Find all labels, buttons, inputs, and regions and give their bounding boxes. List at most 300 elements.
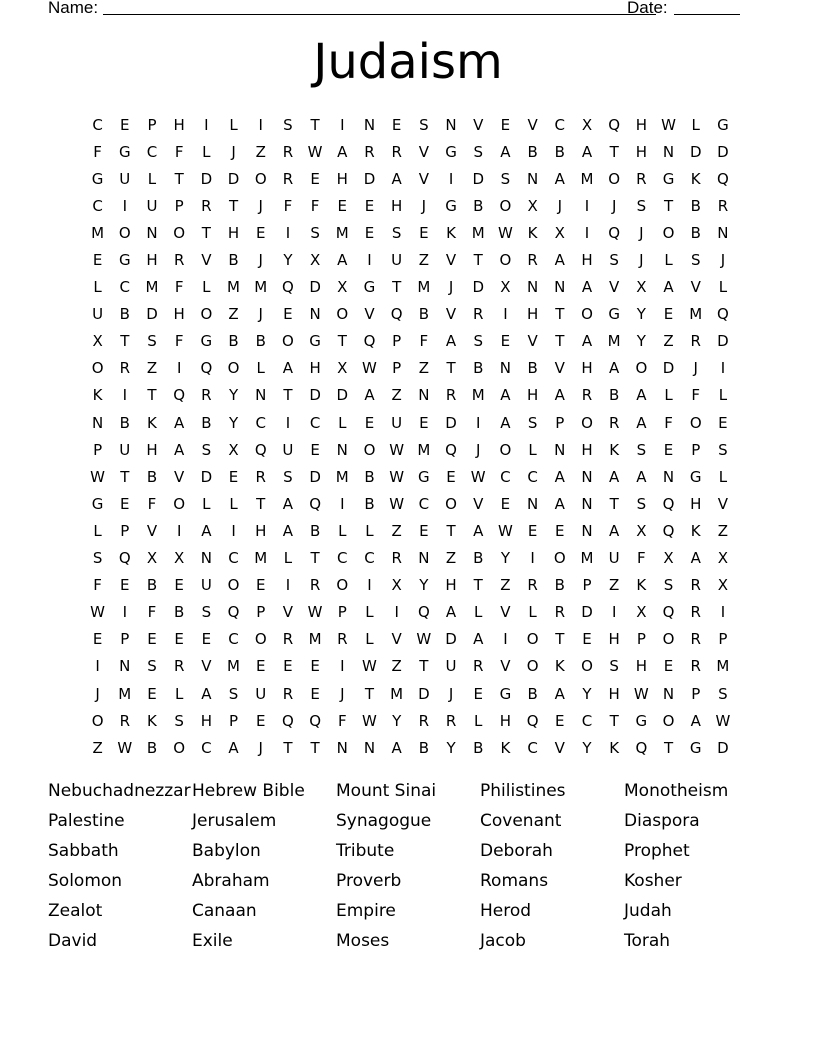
- word-list-item: Canaan: [192, 901, 257, 921]
- grid-letter: E: [228, 467, 239, 486]
- grid-letter: A: [636, 467, 647, 486]
- word-list-item: Palestine: [48, 811, 125, 831]
- grid-letter: Q: [309, 711, 321, 730]
- grid-letter: D: [418, 684, 430, 703]
- grid-letter: C: [201, 738, 212, 757]
- grid-letter: F: [93, 576, 102, 595]
- grid-letter: T: [555, 332, 565, 351]
- grid-letter: E: [473, 684, 483, 703]
- grid-letter: S: [636, 494, 647, 513]
- grid-letter: P: [120, 630, 130, 649]
- grid-letter: N: [418, 549, 430, 568]
- grid-letter: H: [173, 115, 185, 134]
- grid-letter: A: [581, 332, 593, 351]
- grid-letter: E: [310, 169, 320, 188]
- grid-letter: I: [584, 196, 590, 215]
- grid-letter: O: [118, 223, 131, 242]
- grid-letter: G: [309, 332, 321, 351]
- grid-letter: Y: [500, 549, 510, 568]
- grid-letter: D: [200, 169, 213, 188]
- grid-letter: C: [527, 738, 538, 757]
- grid-letter: I: [394, 603, 399, 622]
- grid-letter: T: [663, 738, 674, 757]
- grid-letter: H: [635, 115, 647, 134]
- grid-letter: R: [690, 603, 701, 622]
- grid-letter: E: [555, 711, 565, 730]
- grid-letter: G: [363, 278, 376, 297]
- grid-letter: I: [448, 169, 454, 188]
- grid-letter: L: [474, 711, 483, 730]
- grid-letter: W: [90, 467, 106, 486]
- grid-letter: O: [499, 196, 512, 215]
- word-list-item: Hebrew Bible: [192, 781, 305, 801]
- grid-letter: C: [500, 467, 511, 486]
- grid-letter: Y: [636, 305, 646, 324]
- grid-letter: S: [228, 684, 239, 703]
- grid-letter: Z: [418, 359, 429, 378]
- grid-letter: Z: [146, 359, 158, 378]
- grid-letter: B: [146, 467, 158, 486]
- grid-letter: B: [554, 576, 565, 595]
- grid-letter: E: [201, 630, 212, 649]
- grid-letter: V: [445, 251, 457, 270]
- grid-letter: W: [389, 494, 405, 513]
- grid-letter: J: [720, 251, 726, 270]
- grid-letter: Z: [717, 521, 729, 540]
- grid-letter: B: [364, 494, 375, 513]
- grid-letter: O: [336, 305, 349, 324]
- grid-letter: M: [390, 684, 404, 703]
- grid-letter: J: [95, 684, 100, 703]
- grid-letter: E: [419, 521, 429, 540]
- grid-letter: A: [201, 521, 212, 540]
- grid-letter: G: [717, 115, 729, 134]
- grid-letter: T: [337, 332, 347, 351]
- grid-letter: H: [608, 684, 620, 703]
- grid-letter: B: [690, 223, 701, 242]
- grid-letter: E: [582, 630, 592, 649]
- grid-letter: N: [581, 467, 593, 486]
- grid-letter: S: [201, 440, 212, 459]
- grid-letter: W: [362, 711, 377, 730]
- grid-letter: Q: [363, 332, 376, 351]
- word-list-item: Jerusalem: [192, 811, 277, 831]
- grid-letter: V: [473, 494, 484, 513]
- grid-letter: A: [174, 440, 185, 459]
- grid-letter: G: [445, 196, 457, 215]
- word-list-item: Covenant: [480, 811, 562, 831]
- grid-letter: V: [690, 278, 701, 297]
- grid-letter: Q: [608, 223, 621, 242]
- grid-letter: A: [609, 467, 620, 486]
- date-line: [674, 14, 740, 15]
- grid-letter: T: [120, 332, 130, 351]
- grid-letter: H: [255, 521, 267, 540]
- word-list-item: Nebuchadnezzar: [48, 781, 191, 801]
- grid-letter: B: [473, 359, 484, 378]
- grid-letter: Q: [717, 169, 729, 188]
- grid-letter: W: [307, 603, 323, 622]
- grid-letter: N: [418, 386, 430, 405]
- grid-letter: E: [255, 657, 266, 676]
- grid-letter: O: [227, 359, 240, 378]
- grid-letter: G: [445, 142, 457, 161]
- grid-letter: T: [473, 576, 483, 595]
- grid-letter: P: [691, 440, 701, 459]
- grid-letter: A: [282, 521, 294, 540]
- grid-letter: A: [609, 521, 620, 540]
- grid-letter: O: [445, 494, 457, 513]
- grid-letter: L: [229, 115, 238, 134]
- grid-letter: Z: [92, 738, 103, 757]
- grid-letter: R: [282, 142, 294, 161]
- grid-letter: I: [530, 549, 535, 568]
- grid-letter: X: [500, 278, 511, 297]
- grid-letter: S: [609, 657, 619, 676]
- word-list-item: Tribute: [336, 841, 395, 861]
- grid-letter: J: [639, 223, 644, 242]
- grid-letter: B: [146, 576, 158, 595]
- grid-letter: D: [309, 467, 321, 486]
- grid-letter: A: [282, 494, 294, 513]
- grid-letter: O: [336, 576, 349, 595]
- grid-letter: B: [418, 305, 429, 324]
- grid-letter: Q: [173, 386, 186, 405]
- grid-letter: Q: [445, 440, 457, 459]
- grid-letter: A: [201, 684, 212, 703]
- grid-letter: W: [389, 467, 405, 486]
- grid-letter: O: [363, 440, 376, 459]
- grid-letter: U: [200, 576, 212, 595]
- grid-letter: J: [258, 196, 263, 215]
- grid-letter: Q: [662, 603, 675, 622]
- word-list: [48, 776, 768, 956]
- grid-letter: V: [418, 169, 429, 188]
- grid-letter: A: [554, 386, 565, 405]
- grid-letter: G: [91, 494, 104, 513]
- grid-letter: P: [392, 332, 402, 351]
- grid-letter: M: [716, 657, 730, 676]
- grid-letter: B: [527, 684, 538, 703]
- grid-letter: P: [636, 630, 646, 649]
- grid-letter: R: [337, 630, 348, 649]
- grid-letter: E: [663, 305, 674, 324]
- grid-letter: X: [391, 576, 402, 595]
- grid-letter: A: [581, 278, 593, 297]
- grid-letter: X: [663, 549, 674, 568]
- grid-letter: S: [663, 576, 674, 595]
- grid-letter: A: [636, 413, 647, 432]
- grid-letter: H: [200, 711, 212, 730]
- grid-letter: O: [91, 359, 104, 378]
- grid-letter: F: [147, 494, 157, 513]
- grid-letter: S: [636, 440, 647, 459]
- grid-letter: R: [717, 196, 729, 215]
- grid-letter: U: [282, 440, 294, 459]
- grid-letter: Z: [391, 657, 402, 676]
- grid-letter: S: [690, 251, 701, 270]
- grid-letter: Q: [200, 359, 213, 378]
- grid-letter: Q: [282, 278, 294, 297]
- grid-letter: U: [445, 657, 457, 676]
- grid-letter: S: [147, 657, 157, 676]
- grid-letter: T: [555, 305, 565, 324]
- grid-letter: K: [690, 521, 701, 540]
- grid-letter: B: [174, 603, 185, 622]
- grid-letter: S: [527, 413, 538, 432]
- grid-letter: V: [282, 603, 294, 622]
- grid-letter: H: [581, 440, 593, 459]
- grid-letter: A: [663, 278, 674, 297]
- grid-letter: E: [527, 521, 538, 540]
- grid-letter: F: [93, 142, 102, 161]
- grid-letter: G: [635, 711, 648, 730]
- grid-letter: Z: [609, 576, 620, 595]
- grid-letter: E: [500, 332, 511, 351]
- grid-letter: V: [500, 657, 511, 676]
- grid-letter: F: [637, 549, 646, 568]
- grid-letter: G: [689, 467, 702, 486]
- grid-letter: O: [526, 657, 539, 676]
- grid-letter: L: [664, 386, 673, 405]
- grid-letter: E: [120, 494, 130, 513]
- grid-letter: A: [690, 549, 701, 568]
- grid-letter: Z: [391, 521, 402, 540]
- grid-letter: L: [147, 169, 157, 188]
- grid-letter: Z: [445, 549, 457, 568]
- grid-letter: E: [310, 440, 320, 459]
- word-list-item: Kosher: [624, 871, 682, 891]
- grid-letter: T: [283, 738, 293, 757]
- grid-letter: T: [473, 251, 483, 270]
- grid-letter: B: [364, 467, 375, 486]
- grid-letter: F: [310, 196, 320, 215]
- grid-letter: T: [310, 549, 320, 568]
- grid-letter: D: [336, 386, 349, 405]
- grid-letter: X: [92, 332, 103, 351]
- word-list-item: Synagogue: [336, 811, 432, 831]
- grid-letter: N: [499, 359, 512, 378]
- grid-letter: L: [528, 440, 537, 459]
- grid-letter: X: [228, 440, 239, 459]
- grid-letter: L: [202, 494, 211, 513]
- word-list-item: Romans: [480, 871, 549, 891]
- grid-letter: O: [662, 223, 675, 242]
- grid-letter: E: [446, 467, 456, 486]
- grid-letter: K: [92, 386, 103, 405]
- grid-letter: H: [309, 359, 321, 378]
- grid-letter: H: [499, 711, 512, 730]
- grid-letter: N: [581, 494, 593, 513]
- grid-letter: N: [526, 494, 539, 513]
- grid-letter: M: [227, 278, 240, 297]
- grid-letter: E: [718, 413, 728, 432]
- grid-letter: L: [338, 521, 347, 540]
- grid-letter: V: [201, 657, 212, 676]
- grid-letter: L: [528, 603, 537, 622]
- grid-letter: D: [662, 359, 675, 378]
- grid-letter: I: [340, 494, 345, 513]
- grid-letter: W: [497, 223, 513, 242]
- word-list-item: Sabbath: [48, 841, 119, 861]
- grid-letter: N: [662, 467, 675, 486]
- grid-letter: I: [340, 115, 345, 134]
- grid-letter: P: [147, 115, 157, 134]
- word-list-item: Empire: [336, 901, 396, 921]
- grid-letter: D: [581, 603, 593, 622]
- grid-letter: A: [500, 413, 511, 432]
- grid-letter: T: [120, 467, 130, 486]
- grid-letter: H: [336, 169, 348, 188]
- grid-letter: L: [365, 603, 374, 622]
- grid-letter: L: [93, 521, 102, 540]
- grid-letter: R: [581, 386, 593, 405]
- grid-letter: Z: [418, 251, 429, 270]
- grid-letter: K: [147, 711, 157, 730]
- grid-letter: E: [500, 494, 511, 513]
- grid-letter: B: [255, 332, 266, 351]
- grid-letter: B: [527, 359, 538, 378]
- grid-letter: D: [472, 278, 484, 297]
- grid-letter: X: [717, 549, 729, 568]
- grid-letter: Q: [717, 305, 729, 324]
- grid-letter: I: [367, 576, 372, 595]
- grid-letter: U: [146, 196, 158, 215]
- grid-letter: K: [609, 440, 620, 459]
- grid-letter: S: [500, 169, 511, 188]
- grid-letter: M: [335, 223, 349, 242]
- grid-letter: C: [119, 278, 131, 297]
- grid-letter: M: [227, 657, 240, 676]
- grid-letter: X: [636, 521, 647, 540]
- grid-letter: E: [147, 630, 157, 649]
- grid-letter: Y: [392, 711, 402, 730]
- grid-letter: T: [256, 494, 266, 513]
- word-list-item: Jacob: [480, 931, 526, 951]
- grid-letter: A: [609, 359, 620, 378]
- grid-letter: C: [581, 711, 593, 730]
- grid-letter: D: [200, 467, 213, 486]
- grid-letter: L: [93, 278, 102, 297]
- grid-letter: L: [283, 549, 293, 568]
- grid-letter: I: [285, 576, 291, 595]
- grid-letter: C: [527, 467, 538, 486]
- grid-letter: L: [664, 251, 673, 270]
- grid-letter: J: [639, 251, 644, 270]
- grid-letter: A: [554, 169, 565, 188]
- grid-letter: T: [609, 142, 619, 161]
- grid-letter: A: [636, 386, 647, 405]
- grid-letter: V: [174, 467, 185, 486]
- grid-letter: R: [201, 386, 212, 405]
- grid-letter: T: [663, 196, 674, 215]
- grid-letter: W: [362, 657, 377, 676]
- grid-letter: N: [91, 413, 104, 432]
- word-list-item: Monotheism: [624, 781, 729, 801]
- grid-letter: O: [499, 251, 512, 270]
- grid-letter: X: [717, 576, 729, 595]
- letter-grid: [84, 111, 737, 761]
- grid-letter: X: [636, 278, 647, 297]
- grid-letter: Q: [118, 549, 131, 568]
- grid-letter: L: [718, 278, 728, 297]
- grid-letter: E: [147, 684, 157, 703]
- grid-letter: B: [201, 413, 212, 432]
- grid-letter: P: [718, 630, 728, 649]
- grid-letter: B: [309, 521, 321, 540]
- grid-letter: W: [362, 359, 377, 378]
- grid-letter: N: [336, 440, 348, 459]
- grid-letter: E: [255, 576, 266, 595]
- word-list-item: Diaspora: [624, 811, 700, 831]
- grid-letter: Y: [283, 251, 293, 270]
- grid-letter: D: [472, 169, 484, 188]
- grid-letter: O: [173, 223, 186, 242]
- header: [48, 0, 748, 20]
- grid-letter: E: [174, 576, 184, 595]
- grid-letter: G: [91, 169, 104, 188]
- grid-letter: W: [416, 630, 432, 649]
- grid-letter: C: [146, 142, 158, 161]
- grid-letter: P: [93, 440, 103, 459]
- grid-letter: N: [717, 223, 729, 242]
- grid-letter: S: [609, 251, 619, 270]
- grid-letter: L: [365, 521, 374, 540]
- grid-letter: G: [608, 305, 620, 324]
- grid-letter: O: [635, 359, 648, 378]
- grid-letter: C: [418, 494, 430, 513]
- grid-letter: L: [202, 142, 211, 161]
- grid-letter: M: [417, 278, 431, 297]
- grid-letter: L: [174, 684, 184, 703]
- grid-letter: J: [611, 196, 617, 215]
- grid-letter: V: [418, 142, 429, 161]
- grid-letter: S: [473, 332, 483, 351]
- grid-letter: V: [146, 521, 158, 540]
- grid-letter: W: [715, 711, 731, 730]
- grid-letter: S: [391, 223, 402, 242]
- grid-letter: R: [445, 386, 457, 405]
- word-list-item: Moses: [336, 931, 390, 951]
- grid-letter: N: [336, 738, 348, 757]
- grid-letter: D: [717, 142, 729, 161]
- grid-letter: N: [445, 115, 457, 134]
- grid-letter: W: [497, 521, 513, 540]
- grid-letter: E: [283, 657, 293, 676]
- grid-letter: I: [95, 657, 100, 676]
- grid-letter: Q: [227, 603, 240, 622]
- grid-letter: B: [119, 305, 130, 324]
- grid-letter: X: [527, 196, 538, 215]
- grid-letter: I: [367, 251, 372, 270]
- grid-letter: G: [118, 251, 131, 270]
- word-list-item: Solomon: [48, 871, 123, 891]
- grid-letter: R: [527, 576, 538, 595]
- grid-letter: R: [282, 169, 294, 188]
- grid-letter: E: [283, 305, 293, 324]
- grid-letter: E: [555, 521, 565, 540]
- grid-letter: G: [689, 738, 702, 757]
- grid-letter: Y: [636, 332, 646, 351]
- grid-letter: X: [174, 549, 185, 568]
- grid-letter: I: [720, 359, 726, 378]
- grid-letter: I: [476, 413, 481, 432]
- grid-letter: N: [526, 169, 539, 188]
- grid-letter: J: [258, 305, 263, 324]
- grid-letter: A: [581, 142, 593, 161]
- grid-letter: N: [146, 223, 158, 242]
- grid-letter: B: [119, 413, 130, 432]
